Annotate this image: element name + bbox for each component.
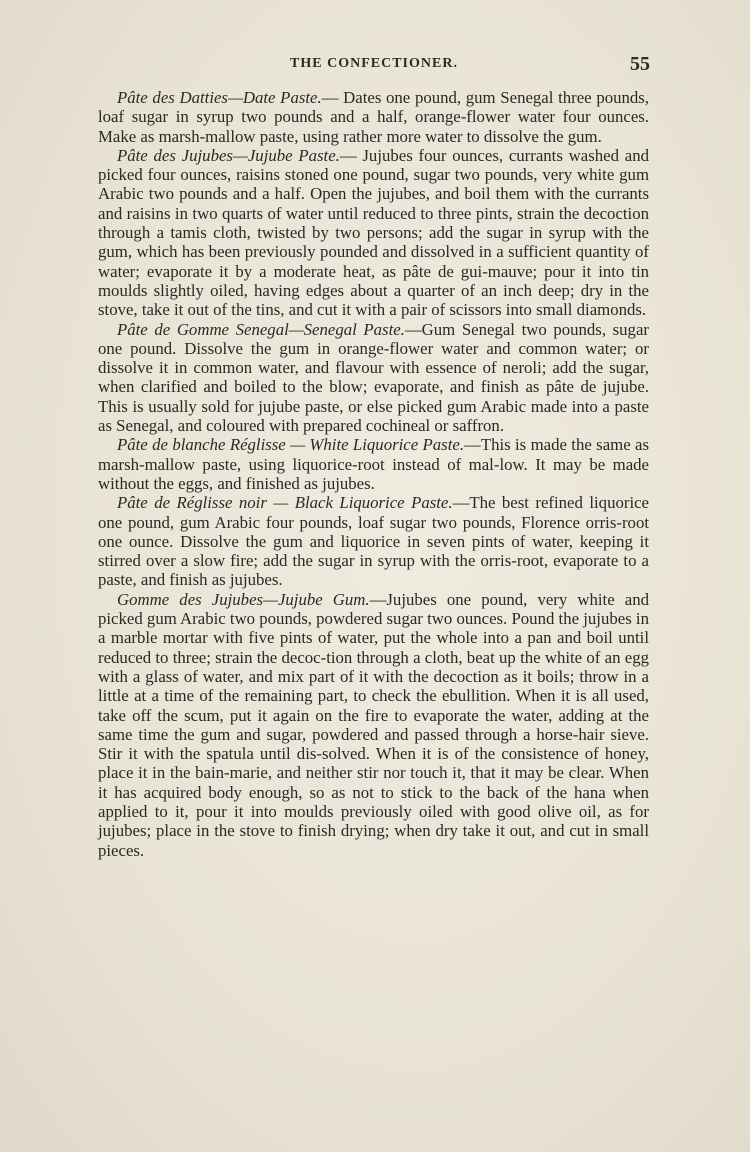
- recipe-body: — Jujubes four ounces, currants washed and picked four ounces, raisins stoned one pound, sugar two pounds, very white gum Arabic two pounds and a half. Open the jujubes, and boil them with the currants and raisins in two quarts of water until reduced to three pints, strain the decoction through a tamis cloth, twisted by two persons; add the sugar in syrup with the gum, which has been previously pounded and dissolved in a sufficient quantity of water; evaporate it by a moderate heat, as pâte de gui-mauve; pour it into tin moulds slightly oiled, having edges about a quarter of an inch deep; dry in the stove, take it out of the tins, and cut it with a pair of scissors into small diamonds.: [98, 145, 649, 320]
- recipe-heading: Pâte de Réglisse noir — Black Liquorice Paste.: [117, 493, 453, 513]
- recipe-body: — Dates one pound, gum Senegal three pounds, loaf sugar in syrup two pounds and a half, orange-flower water four ounces. Make as marsh-mallow paste, using rather more water to dissolve the gum.: [98, 88, 649, 146]
- recipe-paragraph: [98, 493, 649, 589]
- recipe-paragraph: [98, 146, 649, 320]
- body-text: [98, 88, 649, 860]
- recipe-heading: Gomme des Jujubes—Jujube Gum.: [117, 589, 370, 609]
- recipe-paragraph: [98, 590, 649, 860]
- recipe-body: —This is made the same as marsh-mallow paste, using liquorice-root instead of mal-low. It may be made without the eggs, and finished as jujubes.: [98, 435, 649, 493]
- recipe-paragraph: [98, 320, 649, 436]
- page-number: 55: [630, 53, 650, 75]
- recipe-heading: Pâte de blanche Réglisse — White Liquorice Paste.: [117, 435, 465, 455]
- recipe-body: —Jujubes one pound, very white and picked gum Arabic two pounds, powdered sugar two ounces. Pound the jujubes in a marble mortar with five pints of water, put the whole into a pan and boil until reduced to three; strain the decoc-tion through a cloth, beat up the white of an egg with a glass of water, and mix part of it with the decoction as it boils; throw in a little at a time of the remaining part, to check the ebullition. When it is all used, take off the scum, put it again on the fire to evaporate the water, adding at the same time the gum and sugar, powdered and passed through a horse-hair sieve. Stir it with the spatula until dis-solved. When it is of the consistence of honey, place it in the bain-marie, and neither stir nor touch it, that it may be clear. When it has acquired body enough, so as not to stick to the back of the hana when applied to it, pour it into moulds previously oiled with good olive oil, as for jujubes; place in the stove to finish drying; when dry take it out, and cut in small pieces.: [98, 589, 649, 860]
- page-header: [98, 53, 650, 80]
- recipe-body: —Gum Senegal two pounds, sugar one pound. Dissolve the gum in orange-flower water and common water; or dissolve it in common water, and flavour with essence of neroli; add the sugar, when clarified and boiled to the blow; evaporate, and finish as pâte de jujube. This is usually sold for jujube paste, or else picked gum Arabic made into a paste as Senegal, and coloured with prepared cochineal or saffron.: [98, 319, 649, 436]
- recipe-heading: Pâte des Datties—Date Paste.: [117, 88, 322, 107]
- recipe-body: —The best refined liquorice one pound, gum Arabic four pounds, loaf sugar two pounds, Florence orris-root one ounce. Dissolve the gum and liquorice in seven pints of water, keeping it stirred over a slow fire; add the sugar in syrup with the orris-root, evaporate to a paste, and finish as jujubes.: [98, 493, 649, 590]
- recipe-paragraph: [98, 435, 649, 493]
- running-title: THE CONFECTIONER.: [290, 56, 458, 71]
- recipe-paragraph: [98, 88, 649, 146]
- recipe-heading: Pâte des Jujubes—Jujube Paste.: [117, 145, 340, 165]
- recipe-heading: Pâte de Gomme Senegal—Senegal Paste.: [117, 319, 405, 339]
